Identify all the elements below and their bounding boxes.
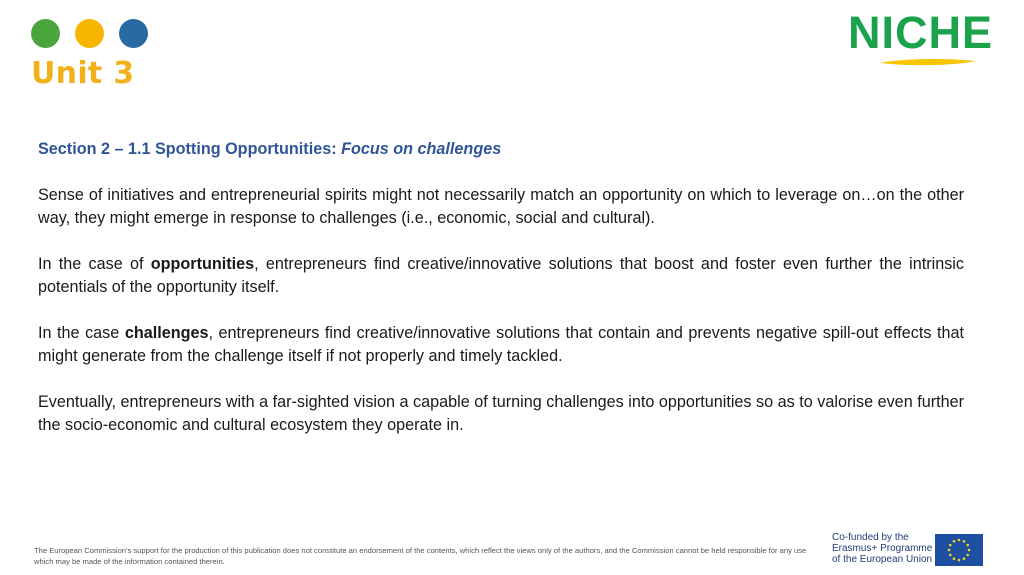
color-dots	[31, 19, 148, 48]
section-title	[38, 138, 964, 161]
paragraph-3: In the case challenges, entrepreneurs find creative/innovative solutions that contain and prevents negative spill-out effects that might generate from the challenge itself if not properly and timely tackled.	[38, 324, 964, 365]
unit-title: Unit 3	[31, 56, 135, 91]
eu-line-2: Erasmus+ Programme	[832, 543, 933, 554]
disclaimer-text: The European Commission's support for the production of this publication does not constitute an endorsement of the contents, which reflect the views only of the authors, and the Commission cannot be held responsible for any use which may be made of the information contained therein.	[34, 546, 807, 566]
challenges-term: challenges	[124, 324, 209, 342]
section-title-text: Section 2 – 1.1 Spotting Opportunities:	[38, 140, 342, 158]
green-dot	[31, 19, 60, 48]
eu-line-3: of the European Union	[832, 554, 933, 565]
opportunities-term: opportunities	[150, 255, 255, 273]
paragraph-1: Sense of initiatives and entrepreneurial spirits might not necessarily match an opportunity on which to leverage on…on the other way, they might emerge in response to challenges (i.e., economic, social and cultural).	[38, 186, 964, 227]
eu-line-1: Co-funded by the	[832, 532, 909, 543]
paragraph-4: Eventually, entrepreneurs with a far-sighted vision a capable of turning challenges into opportunities so as to valorise even further the socio-economic and cultural ecosystem they operate in.	[38, 393, 964, 434]
blue-dot	[119, 19, 148, 48]
eu-flag-icon	[935, 534, 983, 566]
paragraph-2: In the case of opportunities, entrepreneurs find creative/innovative solutions that boost and foster even further the intrinsic potentials of the opportunity itself.	[38, 255, 964, 296]
niche-logo	[848, 9, 1010, 71]
yellow-dot	[75, 19, 104, 48]
eu-cofunded-text	[832, 532, 932, 565]
section-title-emphasis: Focus on challenges	[341, 140, 502, 158]
main-content	[38, 138, 964, 460]
logo-text: NICHE	[848, 7, 994, 58]
logo-swoosh-icon	[878, 56, 978, 68]
